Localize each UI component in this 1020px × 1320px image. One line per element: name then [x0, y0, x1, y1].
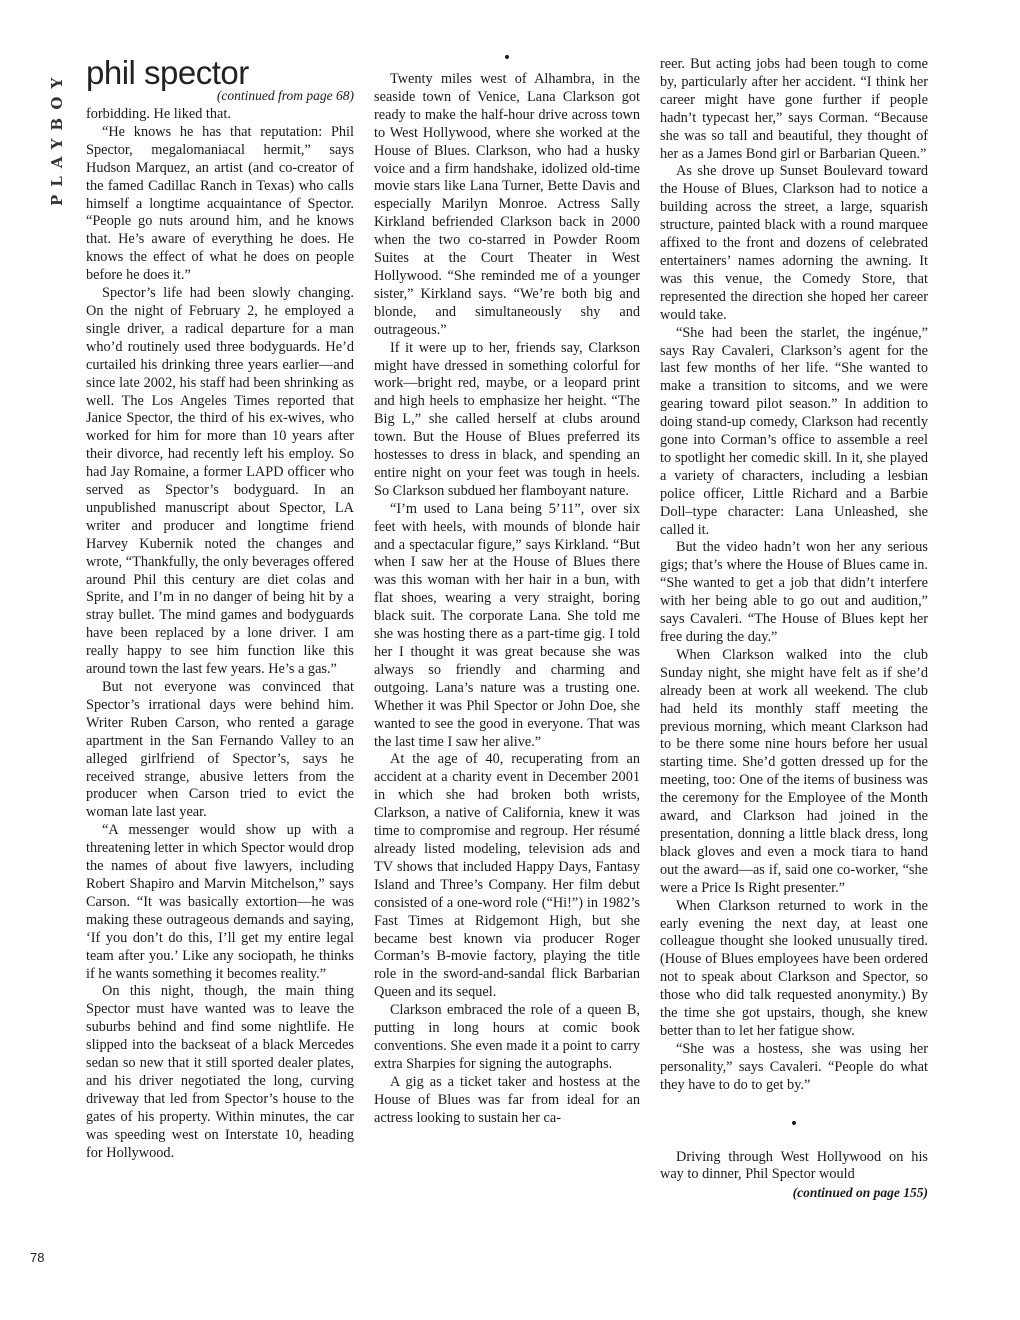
playboy-side-logo — [28, 56, 66, 206]
paragraph: Clarkson embraced the role of a queen B, putting in long hours at comic book conventions. She even made it a point to carry extra Sharpies for signing the autographs. — [374, 1002, 640, 1072]
paragraph: forbidding. He liked that. — [86, 106, 231, 122]
continued-from-note: (continued from page 68) — [216, 88, 354, 103]
column-2 — [374, 51, 640, 1127]
paragraph: Driving through West Hollywood on his way to dinner, Phil Spector would — [660, 1148, 928, 1183]
paragraph: When Clarkson returned to work in the early evening the next day, at least one colleague thought she looked unusually tired. (House of Blues employees have been ordered not to speak about Clarkson and Spector, so those who did talk requested anonymity.) By the time she got upstairs, though, she knew better than to let her fatigue show. — [660, 897, 928, 1039]
paragraph: “He knows he has that reputation: Phil Spector, megalomaniacal hermit,” says Hudson Marquez, an artist (and co-creator of the famed Cadillac Ranch in Texas) who calls himself a longtime acquaintance of Spector. “People go nuts around him, and he knows that. He’s aware of everything he does. He knows the effect of what he does on people before he does it.” — [86, 123, 354, 284]
paragraph: “A messenger would show up with a threatening letter in which Spector would drop the names of about five lawyers, including Robert Shapiro and Marvin Mitchelson,” says Carson. “It was basically extortion—he was making these outrageous demands and saying, ‘If you don’t do this, I’ll get my entire legal team after you.’ Like any sociopath, he thinks if he wants something it becomes reality.” — [86, 822, 354, 982]
paragraph: A gig as a ticket taker and hostess at the House of Blues was far from ideal for an actress looking to sustain her ca- — [374, 1073, 640, 1126]
column-3 — [660, 56, 928, 1201]
paragraph: “She had been the starlet, the ingénue,” says Ray Cavaleri, Clarkson’s agent for the last few months of her life. “She wanted to make a transition to sitcoms, and we were gearing toward pilot season.” In addition to doing stand-up comedy, Clarkson had recently gone into Corman’s office to assemble a reel to spotlight her comedic skill. In it, she played a variety of characters, including a lesbian police officer, Little Richard and a Barbie Doll–type character: Lana Unleashed, she called it. — [660, 324, 928, 538]
paragraph: If it were up to her, friends say, Clarkson might have dressed in something colorful for work—bright red, maybe, or a leopard print and high heels to emphasize her height. “The Big L,” she called herself at clubs around town. But the House of Blues preferred its hostesses to dress in black, and spending an entire night on your feet was tough in heels. So Clarkson subdued her flamboyant nature. — [374, 339, 640, 499]
paragraph: At the age of 40, recuperating from an accident at a charity event in December 2001 in which she had broken both wrists, Clarkson, a native of California, knew it was time to compromise and regroup. Her résumé already listed modeling, television ads and TV shows that included Happy Days, Fantasy Island and Three’s Company. Her film debut consisted of a one-word role (“Hi!”) in 1982’s Fast Times at Ridgemont High, but she became best known via producer Roger Corman’s B-movie factory, playing the title role in the sword-and-sandal flick Barbarian Queen and its sequel. — [374, 751, 640, 1001]
paragraph: “I’m used to Lana being 5’11”, over six feet with heels, with mounds of blonde hair and a spectacular figure,” says Kirkland. “But when I saw her at the House of Blues there was this woman with her hair in a bun, with flat shoes, wearing a very straight, boring black suit. The corporate Lana. She told me she was hosting there as a part-time gig. I told her I thought it was great because she was always so friendly and charming and outgoing. Lana’s nature was a trusting one. Whether it was Phil Spector or John Doe, she wanted to see the good in everyone. That was the last time I saw her alive.” — [374, 500, 640, 750]
section-bullet: • — [789, 1115, 799, 1132]
section-bullet: • — [502, 50, 512, 66]
paragraph: Spector’s life had been slowly changing. On the night of February 2, he employed a single driver, a radical departure for a man who’d routinely used three bodyguards. He’d curtailed his drinking three years earlier—and since late 2002, his staff had been shrinking as well. The Los Angeles Times reported that Janice Spector, the third of his ex-wives, who worked for him for more than 10 years after their divorce, had recently left his employ. So had Jay Romaine, a former LAPD officer who served as Spector’s bodyguard. In an unpublished manuscript about Spector, LA writer and producer and longtime friend Harvey Kubernik noted the changes and wrote, “Thankfully, the only beverages offered around Phil this century are diet colas and Sprite, and I’m in no danger of being hit by a stray bullet. The mind games and bodyguards have been replaced by a lone driver. I am really happy to see him function like this around town the last few years. He’s a gas.” — [86, 285, 354, 678]
continued-on-note: (continued on page 155) — [792, 1185, 928, 1201]
paragraph: reer. But acting jobs had been tough to come by, particularly after her accident. “I think her career might have gone further if people hadn’t typecast her,” says Corman. “Because she was so tall and beautiful, they thought of her as a James Bond girl or Barbarian Queen.” — [660, 56, 928, 162]
paragraph: “She was a hostess, she was using her personality,” says Cavaleri. “People do what they have to do to get by.” — [660, 1040, 928, 1093]
side-logo-text: PLAYBOY — [48, 69, 66, 206]
paragraph: As she drove up Sunset Boulevard toward the House of Blues, Clarkson had to notice a building across the street, a large, squarish structure, painted black with a round marquee affixed to the front and dozens of celebrated entertainers’ names adorning the awning. It was this venue, the Comedy Store, that represented the direction she hoped her career would take. — [660, 163, 928, 323]
page-number: 78 — [30, 1250, 45, 1265]
column-1 — [86, 56, 354, 1162]
paragraph: On this night, though, the main thing Spector must have wanted was to leave the suburbs behind and find some nightlife. He slipped into the backseat of a black Mercedes sedan so new that it still sported dealer plates, and his driver negotiated the long, curving driveway that led from Spector’s house to the gates of his property. Within minutes, the car was speeding west on Interstate 10, heading for Hollywood. — [86, 983, 354, 1161]
article-title: phil spector — [86, 54, 249, 91]
paragraph: When Clarkson walked into the club Sunday night, she might have felt as if she’d already been at work all weekend. The club had held its monthly staff meeting the previous morning, which meant Clarkson had to be there some nine hours before her usual starting time. She’d gotten dressed up for the meeting, too: One of the items of business was the ceremony for the Employee of the Month award, and Clarkson had joined in the presentation, donning a little black dress, long black gloves and even a mock tiara to hand out the award—as if, said one co-worker, “she were a Price Is Right presenter.” — [660, 646, 928, 896]
paragraph: But the video hadn’t won her any serious gigs; that’s where the House of Blues came in. “She wanted to get a job that didn’t interfere with her being able to go out and audition,” says Cavaleri. “The House of Blues kept her free during the day.” — [660, 539, 928, 645]
paragraph: Twenty miles west of Alhambra, in the seaside town of Venice, Lana Clarkson got ready to make the half-hour drive across town to West Hollywood, where she worked at the House of Blues. Clarkson, who had a husky voice and a firm handshake, idolized old-time movie stars like Lana Turner, Bette Davis and especially Marilyn Monroe. Actress Sally Kirkland befriended Clarkson back in 2000 when the two co-starred in Powder Room Suites at the Court Theater in West Hollywood. “She reminded me of a younger sister,” Kirkland says. “We’re both big and blonde, and simultaneously shy and outrageous.” — [374, 71, 640, 338]
paragraph: But not everyone was convinced that Spector’s irrational days were behind him. Writer Ruben Carson, who rented a garage apartment in the San Fernando Valley to an alleged girlfriend of Spector’s, says he received strange, abusive letters from the producer when Carson tried to evict the woman late last year. — [86, 679, 354, 821]
